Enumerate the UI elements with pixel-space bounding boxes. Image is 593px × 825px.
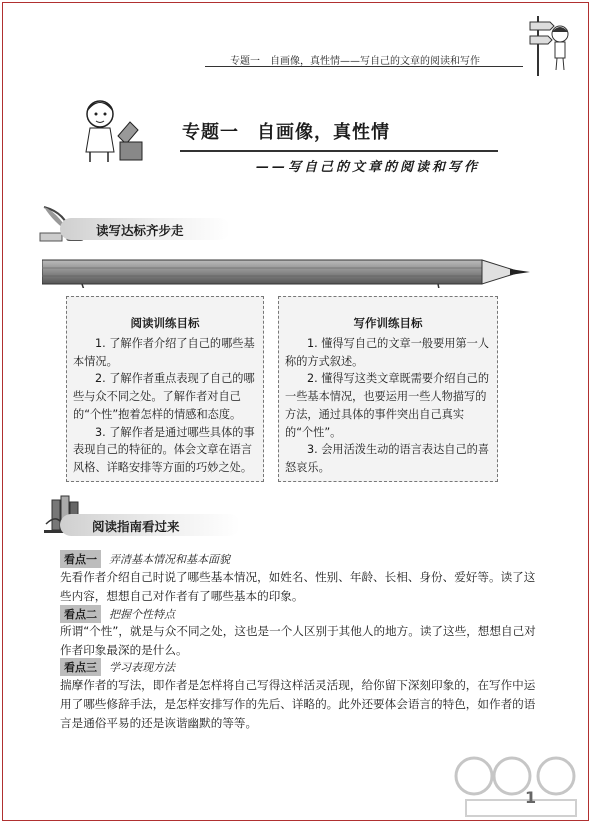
- writing-goals-card: [278, 296, 498, 482]
- reading-goals-card: [66, 296, 264, 482]
- section-title-readwrite: 读写达标齐步走: [96, 223, 184, 238]
- writing-goal-item: 1. 懂得写自己的文章一般要用第一人称的方式叙述。: [285, 337, 490, 368]
- point-heading: [60, 658, 175, 676]
- point-text: 揣摩作者的写法，即作者是怎样将自己写得这样活灵活现，给你留下深刻印象的，在写作中运用了哪些修辞手法，是怎样安排写作的先后、详略的。此外还要体会语言的特色，如作者的语言是通俗平易的还是诙谐幽默的等等。: [60, 678, 536, 730]
- running-header: 专题一 自画像，真性情——写自己的文章的阅读和写作: [230, 56, 480, 67]
- page-number: 1: [525, 788, 537, 807]
- reading-goal-item: 3. 了解作者是通过哪些具体的事表现自己的特征的。体会文章在语言风格、详略安排等方面的巧妙之处。: [73, 425, 255, 474]
- chapter-subtitle: ——写自己的文章的阅读和写作: [256, 160, 481, 175]
- point-label: 看点一: [60, 550, 101, 568]
- reading-goal-item: 2. 了解作者重点表现了自己的哪些与众不同之处。了解作者对自己的“个性”抱着怎样的情感和态度。: [73, 372, 255, 421]
- point-name: 弄清基本情况和基本面貌: [109, 553, 230, 566]
- pencil-illustration: [42, 258, 532, 288]
- point-name: 学习表现方法: [109, 661, 175, 674]
- point-text: 所谓“个性”，就是与众不同之处，这也是一个人区别于其他人的地方。读了这些，想想自己对作者印象最深的是什么。: [60, 624, 536, 657]
- title-rule: [180, 150, 498, 152]
- point-name: 把握个性特点: [109, 608, 175, 621]
- chapter-label: 专题一: [182, 122, 239, 143]
- watermark-logo: [452, 752, 588, 822]
- section-title-guide: 阅读指南看过来: [92, 519, 180, 534]
- reading-goal-item: 1. 了解作者介绍了自己的哪些基本情况。: [73, 337, 255, 368]
- header-rule: [205, 66, 523, 67]
- point-heading: [60, 605, 175, 623]
- signpost-illustration: [528, 8, 572, 78]
- kid-illustration: [78, 92, 146, 164]
- writing-goal-item: 2. 懂得写这类文章既需要介绍自己的一些基本情况，也要运用一些人物描写的方法，通过具体的事件突出自己真实的“个性”。: [285, 372, 490, 439]
- point-text: 先看作者介绍自己时说了哪些基本情况，如姓名、性别、年龄、长相、身份、爱好等。读了这些内容，想想自己对作者有了哪些基本的印象。: [60, 570, 536, 603]
- point-heading: [60, 550, 230, 568]
- reading-goals-title: 阅读训练目标: [130, 316, 200, 330]
- chapter-title: [182, 118, 512, 144]
- point-label: 看点三: [60, 658, 101, 676]
- writing-goals-title: 写作训练目标: [353, 316, 423, 330]
- writing-goal-item: 3. 会用活泼生动的语言表达自己的喜怒哀乐。: [285, 443, 490, 474]
- chapter-main-title: 自画像，真性情: [257, 122, 390, 143]
- point-label: 看点二: [60, 605, 101, 623]
